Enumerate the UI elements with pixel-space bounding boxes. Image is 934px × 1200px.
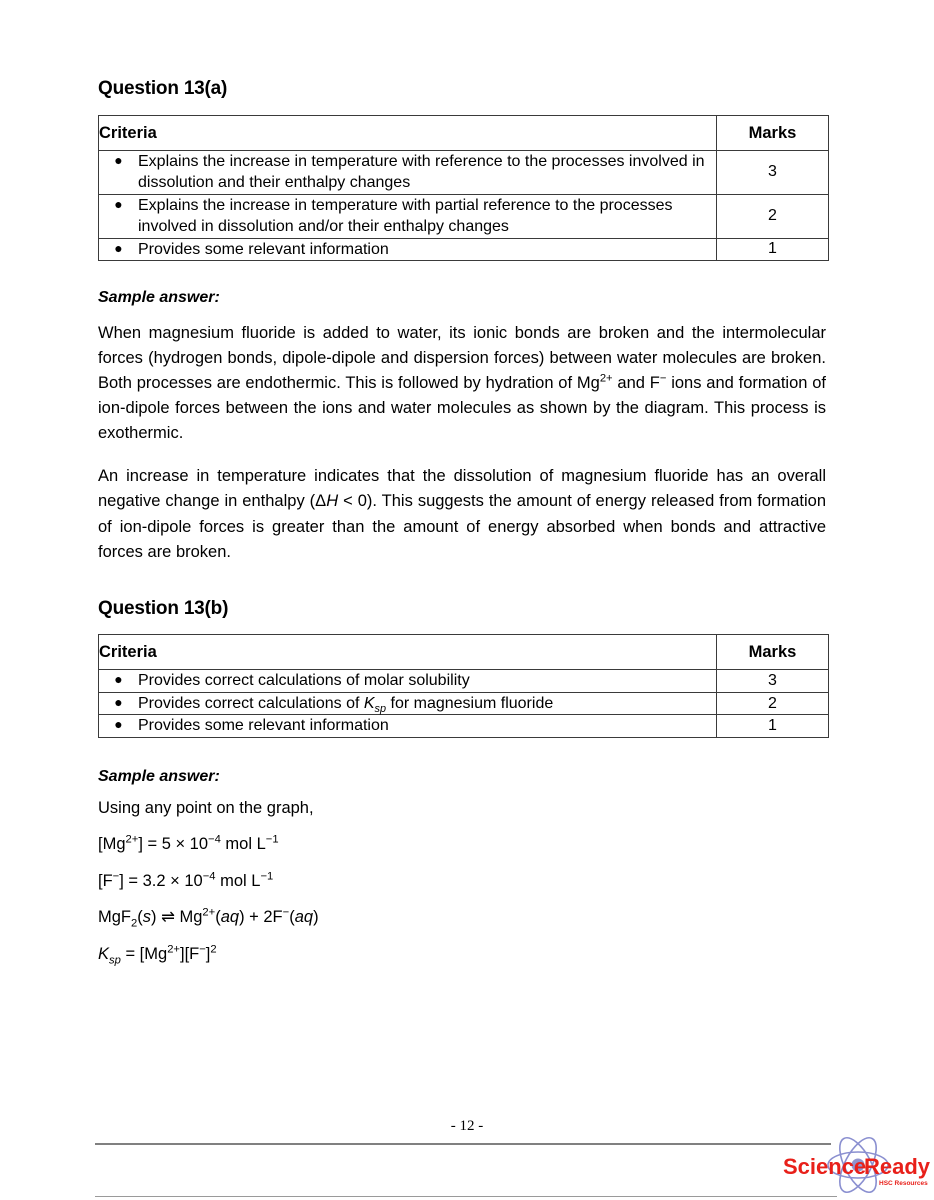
table-row <box>99 692 829 714</box>
marking-criteria-table-13b <box>98 634 829 737</box>
table-row <box>99 238 829 260</box>
bullet-icon: ● <box>114 671 123 688</box>
sample-answer-label-13b: Sample answer: <box>98 767 220 785</box>
criteria-cell <box>99 238 717 260</box>
bullet-icon: ● <box>114 239 123 256</box>
page-content <box>98 78 826 982</box>
marks-cell: 1 <box>717 238 829 260</box>
page-footer <box>0 1118 934 1200</box>
column-header-marks: Marks <box>717 115 829 150</box>
table-row <box>99 194 829 238</box>
bullet-icon: ● <box>114 151 123 168</box>
logo-word-ready: Ready <box>864 1154 931 1179</box>
science-ready-logo <box>782 1134 934 1196</box>
marks-cell: 3 <box>717 150 829 194</box>
column-header-criteria: Criteria <box>99 115 717 150</box>
criteria-cell <box>99 194 717 238</box>
criteria-cell <box>99 692 717 714</box>
footer-divider-bottom <box>95 1196 837 1197</box>
table-row <box>99 715 829 737</box>
table-header-row <box>99 115 829 150</box>
criteria-cell <box>99 670 717 692</box>
marks-cell: 1 <box>717 715 829 737</box>
criteria-text: Explains the increase in temperature with reference to the processes involved in dissolution and their enthalpy changes <box>138 152 705 192</box>
table-row <box>99 150 829 194</box>
marks-cell: 2 <box>717 194 829 238</box>
equation-mg-concentration: $[Mg^{2+}] = 5 \times 10^{-4}$ mol $L^{-1}$ <box>98 833 279 854</box>
bullet-icon: ● <box>114 195 123 212</box>
marking-criteria-table-13a <box>98 115 829 261</box>
criteria-cell <box>99 150 717 194</box>
question-13b-heading: Question 13(b) <box>98 597 229 619</box>
footer-divider <box>95 1143 831 1145</box>
column-header-marks: Marks <box>717 635 829 670</box>
equation-f-concentration: $[F^-] = 3.2 \times 10^{-4}$ mol $L^{-1}$ <box>98 870 274 890</box>
marks-cell: 3 <box>717 670 829 692</box>
equation-ksp-expression: $K_{sp} = [Mg^{2+}][F^-]^2$ <box>98 943 217 967</box>
equation-dissolution: MgF$_2$(s) ⇌ $Mg^{2+}(aq) + 2F^-(aq)$ <box>98 906 319 930</box>
criteria-text: Explains the increase in temperature with partial reference to the processes involved in dissolution and/or their enthalpy changes <box>138 196 673 236</box>
question-13a-heading: Question 13(a) <box>98 78 228 99</box>
criteria-text: Provides correct calculations of molar solubility <box>138 672 470 690</box>
bullet-icon: ● <box>114 716 123 733</box>
sample-answer-paragraph-1: When magnesium fluoride is added to water, its ionic bonds are broken and the intermolecular forces (hydrogen bonds, dipole-dipole and dispersion forces) between water molecules are broken. Both processes are endothermic. This is followed by hydration of $Mg^{2+}$ and F− ions and formation of ion-dipole forces between the ions and water molecules as shown by the diagram. This process is exothermic. <box>98 323 826 443</box>
working-intro-line: Using any point on the graph, <box>98 798 314 817</box>
column-header-criteria: Criteria <box>99 635 717 670</box>
criteria-cell <box>99 715 717 737</box>
criteria-text: Provides some relevant information <box>138 717 389 735</box>
criteria-text: Provides correct calculations of $K_{sp}$ for magnesium fluoride <box>138 694 554 716</box>
sample-answer-label-13a: Sample answer: <box>98 288 220 306</box>
logo-word-science: Science <box>783 1154 867 1179</box>
bullet-icon: ● <box>114 693 123 710</box>
criteria-text: Provides some relevant information <box>138 240 389 258</box>
page-number: - 12 - <box>450 1118 484 1134</box>
table-row <box>99 670 829 692</box>
table-header-row <box>99 635 829 670</box>
logo-tagline: HSC Resources <box>879 1180 928 1187</box>
marks-cell: 2 <box>717 692 829 714</box>
sample-answer-paragraph-2: An increase in temperature indicates that the dissolution of magnesium fluoride has an overall negative change in enthalpy (ΔH < 0). This suggests the amount of energy released from formation of ion-dipole forces is greater than the amount of energy absorbed when bonds and attractive forces are broken. <box>98 467 827 561</box>
